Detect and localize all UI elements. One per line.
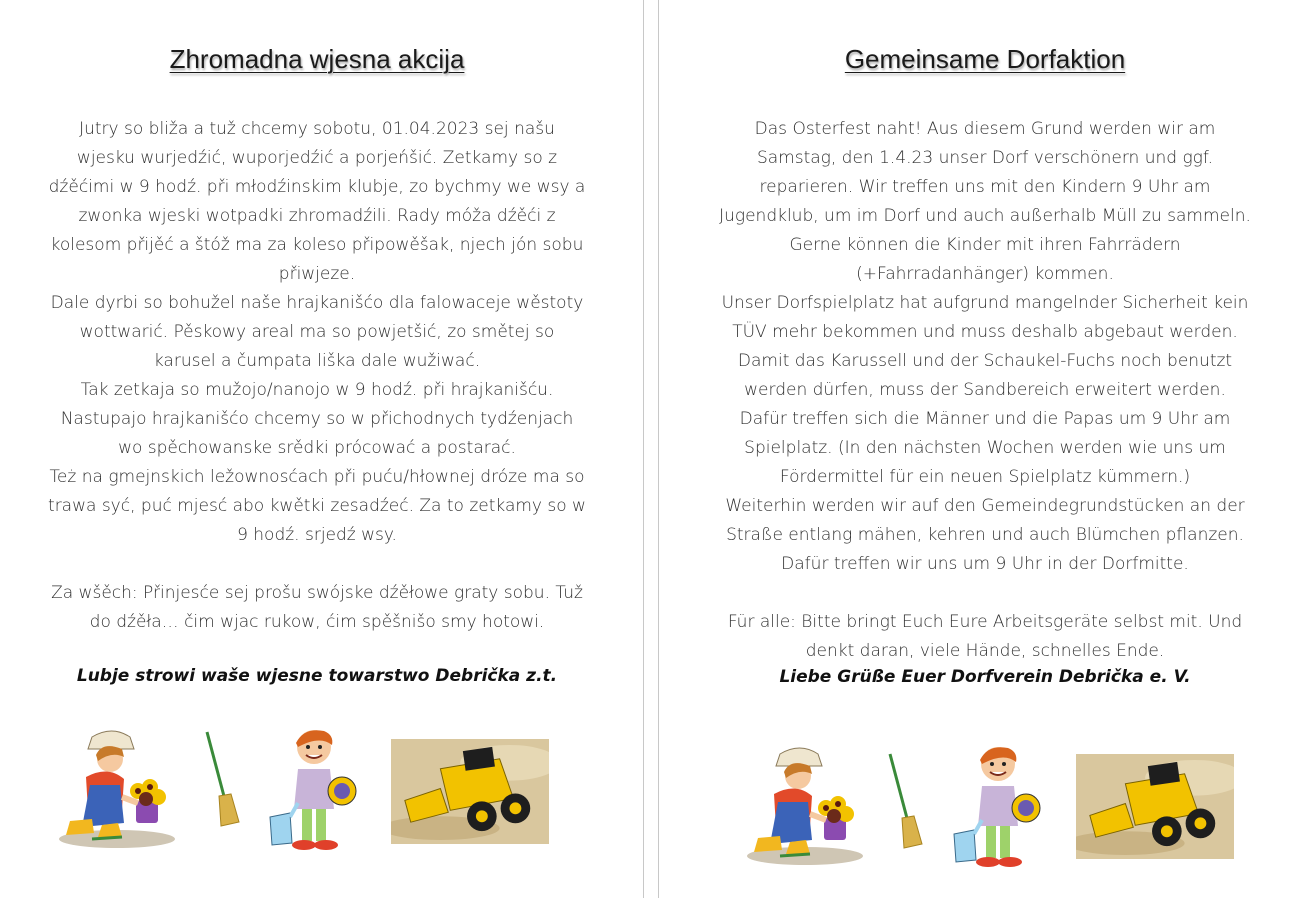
toy-excavator-photo	[391, 739, 549, 844]
flyer-body	[718, 115, 1252, 666]
gardener-girl-icon	[52, 727, 182, 852]
paragraph: Też na gmejnskich ležownosćach při puću/hłownej dróze ma so trawa syć, puć mjesć abo kwětki zesadźeć. Za to zetkamy so w 9 hodź. srjedź wsy.	[48, 467, 586, 545]
paragraph: Das Osterfest naht! Aus diesem Grund werden wir am Samstag, den 1.4.23 unser Dorf verschönern und ggf. reparieren. Wir treffen uns mit den Kindern 9 Uhr am Jugendklub, um im Dorf und auch außerhalb Müll zu sammeln. Gerne können die Kinder mit ihren Fahrrädern (+Fahrradanhänger) kommen.	[719, 119, 1251, 284]
paragraph: Unser Dorfspielplatz hat aufgrund mangelnder Sicherheit kein TÜV mehr bekommen und muss deshalb abgebaut werden. Damit das Karussell und der Schaukel-Fuchs noch benutzt werden dürfen, muss der Sandbereich erweitert werden.	[721, 293, 1249, 400]
page-divider-left	[643, 0, 644, 898]
greeting: Liebe Grüße Euer Dorfverein Debrička e. V.	[779, 667, 1191, 687]
gardener-girl-icon	[740, 744, 870, 869]
boy-with-watering-can-icon	[264, 725, 364, 855]
greeting: Lubje strowi waše wjesne towarstwo Debrička z.t.	[76, 666, 558, 686]
flyer-body	[48, 115, 586, 637]
paragraph: Tak zetkaja so mužojo/nanojo w 9 hodź. při hrajkanišću. Nastupajo hrajkanišćo chcemy so w přichodnych tydźenjach wo spěchowanske srědki prócować a postarać.	[60, 380, 574, 458]
paragraph: Dale dyrbi so bohužel naše hrajkanišćo dla falowaceje wěstoty wottwarić. Pěskowy areal ma so powjetšić, zo smětej so karusel a čumpata liška dale wužiwać.	[50, 293, 584, 371]
paragraph: Za wšěch: Přinjesće sej prošu swójske dźěłowe graty sobu. Tuž do dźěła… čim wjac rukow, ćim spěšnišo smy hotowi.	[51, 583, 583, 632]
boy-with-watering-can-icon	[948, 742, 1048, 872]
page-divider-right	[658, 0, 659, 898]
paragraph: Dafür treffen sich die Männer und die Papas um 9 Uhr am Spielplatz. (In den nächsten Wochen werden wie uns um Fördermittel für ein neuen Spielplatz kümmern.)	[739, 409, 1231, 487]
paragraph: Für alle: Bitte bringt Euch Eure Arbeitsgeräte selbst mit. Und denkt daran, viele Hände, schnelles Ende.	[727, 612, 1243, 661]
paragraph: Weiterhin werden wir auf den Gemeindegrundstücken an der Straße entlang mähen, kehren und auch Blümchen pflanzen. Dafür treffen wir uns um 9 Uhr in der Dorfmitte.	[725, 496, 1245, 574]
paragraph: Jutry so bliža a tuž chcemy sobotu, 01.04.2023 sej našu wjesku wurjedźić, wuporjedźić a porjeńšić. Zetkamy so z dźěćimi w 9 hodź. při młodźinskim klubje, zo bychmy we wsy a zwonka wjeski wotpadki zhromadźili. Rady móža dźěći z kolesom přijěć a štóž ma za koleso připowěšak, njech jón sobu přiwjeze.	[48, 119, 586, 284]
broom-icon	[201, 730, 241, 830]
broom-icon	[884, 752, 924, 852]
page-title: Zhromadna wjesna akcija	[169, 44, 465, 74]
toy-excavator-photo	[1076, 754, 1234, 859]
page-title: Gemeinsame Dorfaktion	[844, 44, 1126, 74]
